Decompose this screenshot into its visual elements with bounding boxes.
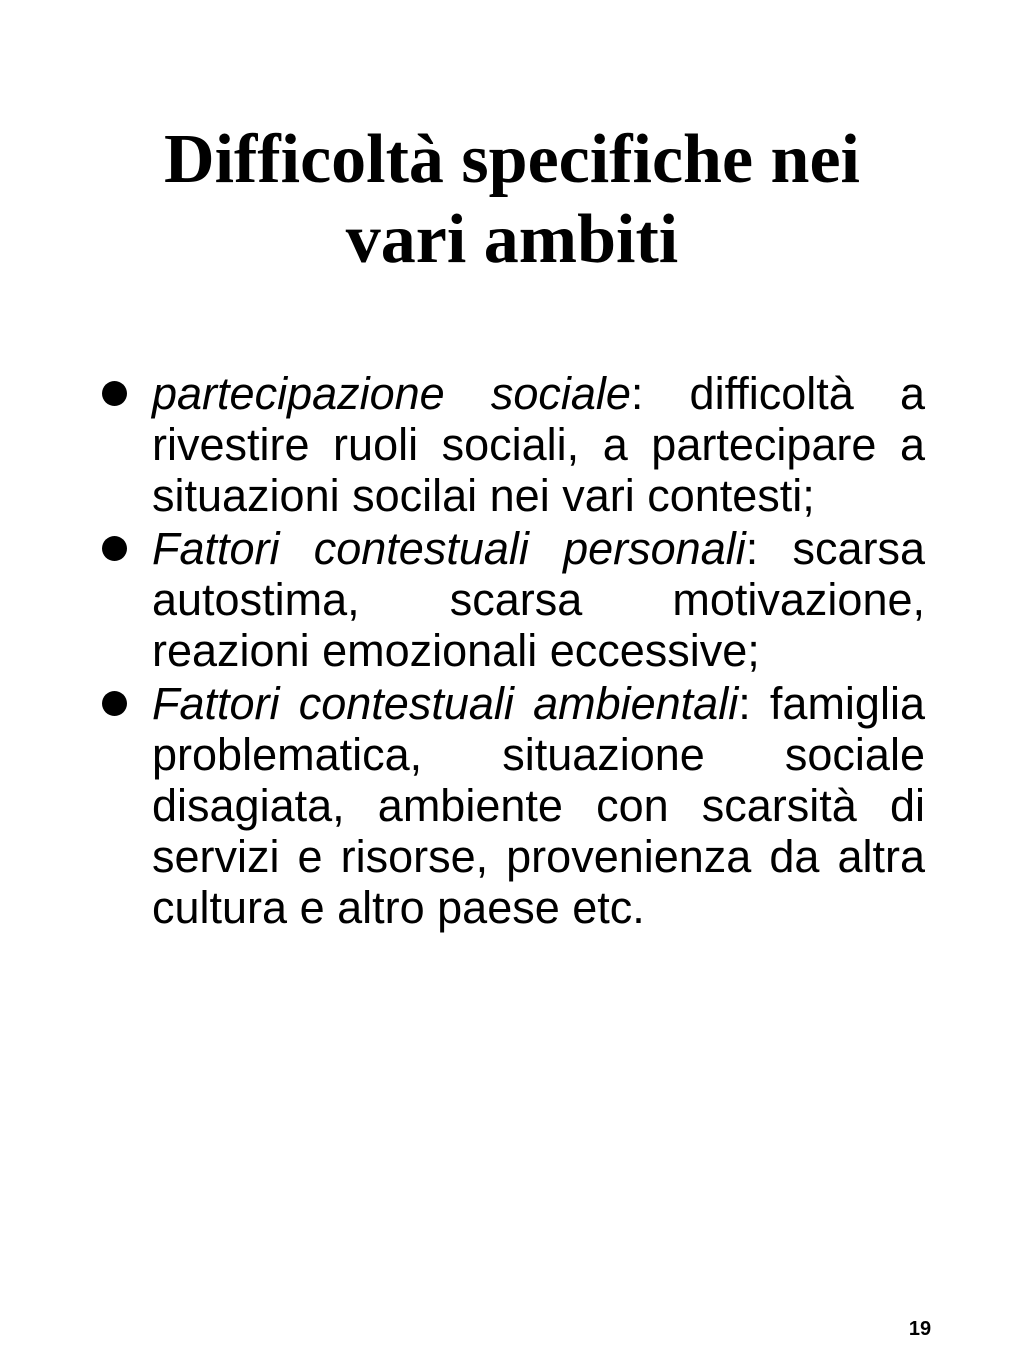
bullet-text: : famiglia problematica, situazione sociale disagiata, ambiente con scarsità di servizi e risorse, provenienza da altra cultura e altro paese etc. <box>152 678 925 933</box>
bullet-term: Fattori contestuali personali <box>152 523 746 574</box>
slide-title <box>90 120 934 280</box>
bullet-partecipazione-sociale <box>100 368 925 521</box>
bullet-list <box>100 368 925 935</box>
bullet-fattori-ambientali <box>100 678 925 933</box>
bullet-text: : scarsa autostima, scarsa motivazione, reazioni emozionali eccessive; <box>152 523 925 676</box>
bullet-fattori-personali <box>100 523 925 676</box>
bullet-dot-icon <box>102 691 127 716</box>
page-number: 19 <box>908 1318 932 1340</box>
bullet-dot-icon <box>102 536 127 561</box>
bullet-text: : difficoltà a rivestire ruoli sociali, a partecipare a situazioni socilai nei vari contesti; <box>152 368 925 521</box>
bullet-dot-icon <box>102 381 127 406</box>
title-line-1: Difficoltà specifiche nei <box>164 121 860 198</box>
bullet-term: Fattori contestuali ambientali <box>152 678 739 729</box>
bullet-term: partecipazione sociale <box>152 368 631 419</box>
title-line-2: vari ambiti <box>345 201 679 278</box>
